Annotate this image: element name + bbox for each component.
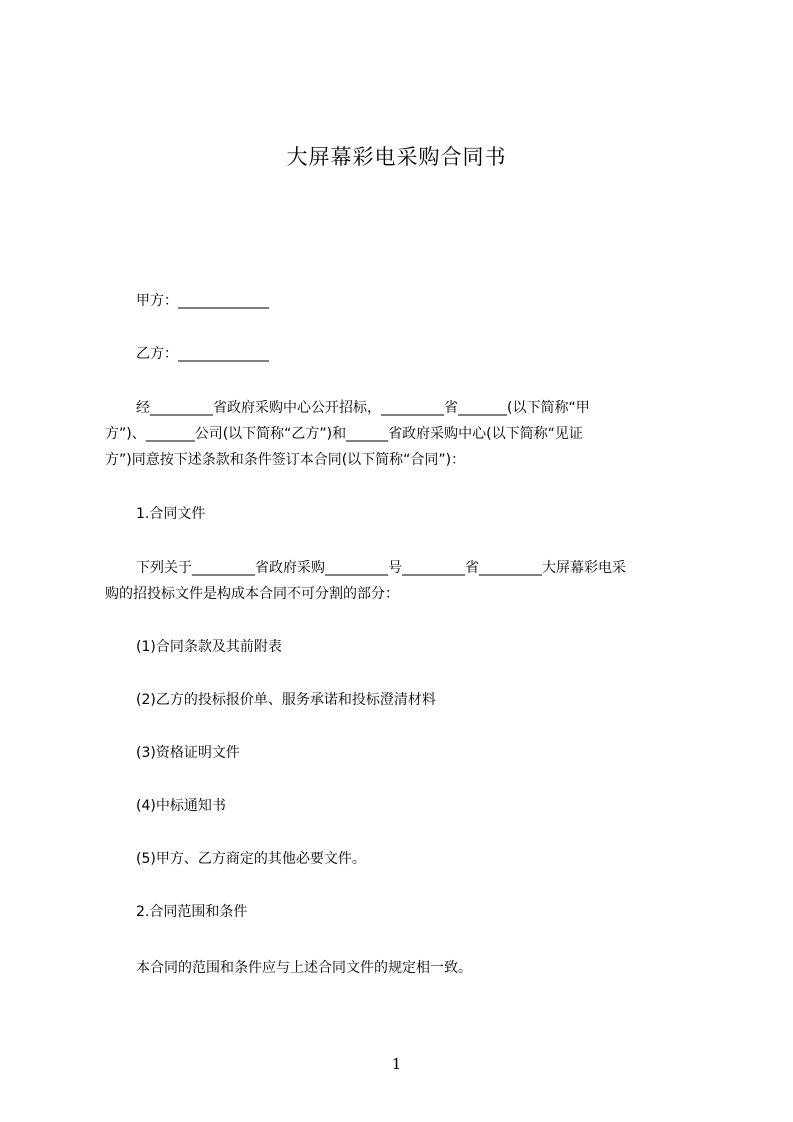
party-b-line: 乙方：_____________	[136, 346, 269, 362]
list-item: (2)乙方的投标报价单、服务承诺和投标澄清材料	[136, 692, 436, 708]
intro-paragraph	[105, 395, 706, 473]
section-1-body-line-2: 购的招投标文件是构成本合同不可分割的部分：	[105, 586, 399, 602]
party-a-line: 甲方：_____________	[136, 293, 269, 309]
list-item: (1)合同条款及其前附表	[136, 639, 282, 655]
section-1-body	[105, 555, 706, 607]
list-item: (3)资格证明文件	[136, 745, 240, 761]
document-title: 大屏幕彩电采购合同书	[286, 145, 507, 169]
section-2-body: 本合同的范围和条件应与上述合同文件的规定相一致。	[136, 960, 472, 976]
page-number: 1	[391, 1055, 402, 1073]
list-item: (4)中标通知书	[136, 798, 226, 814]
intro-line-1: 经_________省政府采购中心公开招标，_________省_______(以下简称“甲	[136, 400, 590, 416]
section-1-heading: 1.合同文件	[136, 506, 206, 522]
intro-line-2: 方”)、_______公司(以下简称“乙方”)和______省政府采购中心(以下简称“见证	[105, 426, 583, 442]
section-2-heading: 2.合同范围和条件	[136, 904, 248, 920]
intro-line-3: 方”)同意按下述条款和条件签订本合同(以下简称“合同”)：	[105, 452, 466, 468]
list-item: (5)甲方、乙方商定的其他必要文件。	[136, 851, 366, 867]
section-1-body-line-1: 下列关于_________省政府采购_________号_________省_________大屏幕彩电采	[136, 560, 626, 576]
